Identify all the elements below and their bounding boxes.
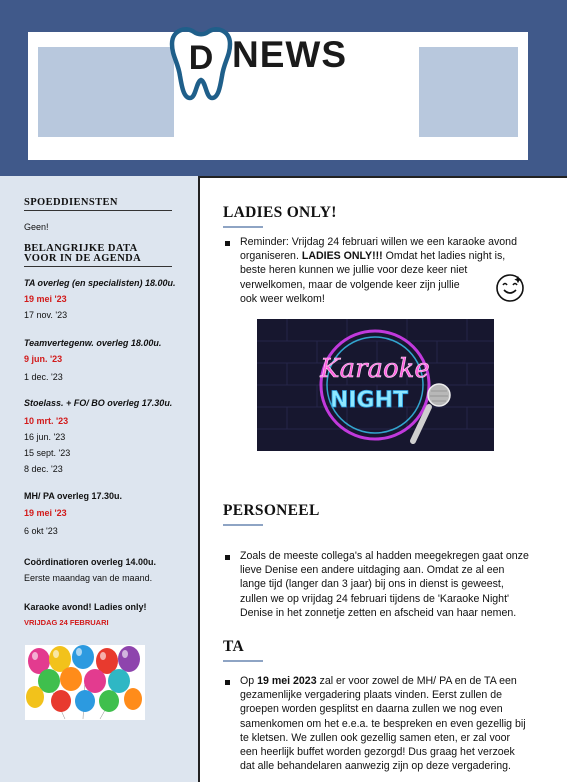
ladies-line-2: organiseren. LADIES ONLY!!! Omdat het ladies night is, [240,250,506,263]
sidebar-agenda-title-line2: VOOR IN DE AGENDA [24,253,142,264]
karaoke-night-image [257,319,494,451]
agenda-group-title: Teamvertegenw. overleg 18.00u. [24,338,162,348]
section-rule [223,226,263,228]
karaoke-note-title: Karaoke avond! Ladies only! [24,602,147,612]
header-banner [0,0,567,176]
agenda-group-title: MH/ PA overleg 17.30u. [24,491,123,501]
logo-text: NEWS [232,34,347,75]
ladies-line: verwelkomen, maar de volgende keer zijn jullie [240,278,460,291]
agenda-date: 15 sept. '23 [24,448,71,458]
personeel-line: zullen we op vrijdag 24 februari tijdens de 'Karaoke Night' [240,592,510,605]
agenda-date: 9 jun. '23 [24,354,63,364]
ladies-line: beste heren kunnen we jullie voor deze keer niet [240,264,468,277]
tooth-logo-icon [160,22,242,102]
agenda-date: 19 mei '23 [24,508,67,518]
sidebar-divider [24,266,172,267]
section-title-personeel: PERSONEEL [223,502,320,519]
ta-line-1: Op 19 mei 2023 zal er voor zowel de MH/ PA en de TA een [240,675,517,687]
agenda-date: 16 jun. '23 [24,432,66,442]
sidebar-spoeddiensten-text: Geen! [24,222,49,232]
bullet [225,680,230,685]
coordinatoren-text: Eerste maandag van de maand. [24,573,153,583]
agenda-date: 17 nov. '23 [24,310,68,320]
ladies-line: ook weer welkom! [240,292,325,305]
ta-line: gezamenlijke vergadering plaats vinden. Eerst zullen de [240,689,503,702]
section-title-ta: TA [223,638,244,655]
agenda-date: 8 dec. '23 [24,464,63,474]
ta-line: een heerlijk buffet worden gezorgd! Dus graag het verzoek [240,746,515,759]
ta-line: te kletsen. We zullen ook gezellig samen eten, er zal voor [240,731,511,744]
agenda-date: 1 dec. '23 [24,372,63,382]
bullet [225,241,230,246]
personeel-line: lieve Denise een andere uitdaging aan. Omdat ze al een [240,564,505,577]
sidebar-divider [24,210,172,211]
agenda-date: 10 mrt. '23 [24,416,69,426]
smiley-face-icon [494,272,526,304]
balloons-image [25,645,145,720]
section-rule [223,524,263,526]
sidebar-agenda-title-line1: BELANGRIJKE DATA [24,243,138,254]
ta-line: groepen worden gesplitst en daarna zullen we nog even [240,703,503,716]
ladies-line: Reminder: Vrijdag 24 februari willen we een karaoke avond [240,236,517,248]
ta-line: samenkomen om het e.e.a. te bespreken en even gezellig bij [240,717,526,730]
personeel-line: Zoals de meeste collega's al hadden meegekregen gaat onze [240,550,529,562]
agenda-date: 19 mei '23 [24,294,67,304]
section-title-ladies: LADIES ONLY! [223,204,337,221]
sidebar-spoeddiensten-title: SPOEDDIENSTEN [24,197,118,208]
night-word: NIGHT [329,388,409,413]
karaoke-word: Karaoke [320,354,430,384]
agenda-group-title: TA overleg (en specialisten) 18.00u. [24,278,176,288]
agenda-date: 6 okt '23 [24,526,58,536]
ta-paragraph [240,674,540,773]
personeel-line: lange tijd (langer dan 3 jaar) bij ons in dienst is geweest, [240,578,504,591]
bullet [225,555,230,560]
content-top-divider [198,176,567,178]
logo-letter: D [188,39,214,77]
karaoke-note-date: VRIJDAG 24 FEBRUARI [24,618,109,627]
agenda-group-title: Stoelass. + FO/ BO overleg 17.30u. [24,398,173,408]
ta-line: dat alle behandelaren aanwezig zijn op deze vergadering. [240,760,511,773]
coordinatoren-title: Coördinatioren overleg 14.00u. [24,557,157,567]
personeel-line: Denise in het zonnetje zetten en afscheid van haar nemen. [240,606,517,619]
section-rule [223,660,263,662]
personeel-paragraph [240,549,540,620]
